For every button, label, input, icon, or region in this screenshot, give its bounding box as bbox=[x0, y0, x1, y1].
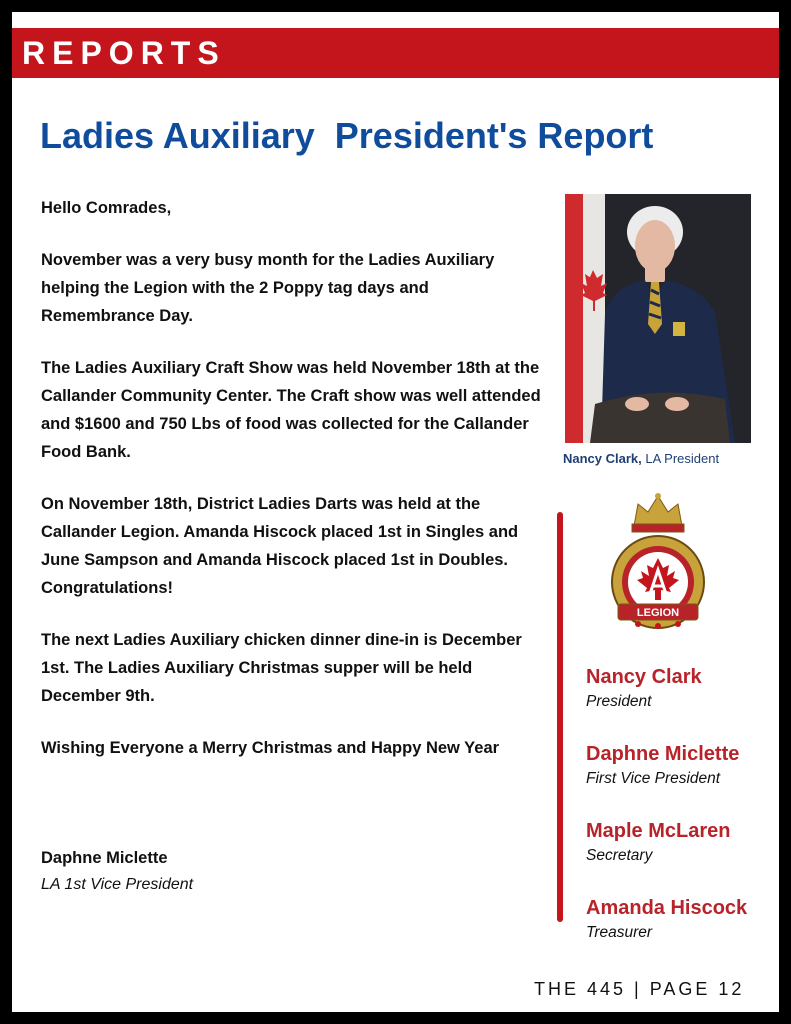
legion-badge-icon bbox=[608, 490, 708, 640]
officer-role: President bbox=[586, 693, 652, 710]
officer-role: First Vice President bbox=[586, 770, 721, 787]
president-photo bbox=[565, 194, 751, 443]
page bbox=[12, 12, 779, 1012]
paragraph: The next Ladies Auxiliary chicken dinner dine-in is December 1st. The Ladies Auxiliary Christmas supper will be held December 9th. bbox=[41, 631, 522, 705]
signature-name: Daphne Miclette bbox=[41, 849, 168, 867]
caption-role: LA President bbox=[641, 451, 720, 466]
greeting: Hello Comrades, bbox=[41, 199, 172, 217]
paragraph: November was a very busy month for the Ladies Auxiliary helping the Legion with the 2 Poppy tag days and Remembrance Day. bbox=[41, 251, 495, 325]
officer-name: Nancy Clark bbox=[586, 666, 702, 688]
banner-label: REPORTS bbox=[22, 35, 226, 71]
page-footer: THE 445 | PAGE 12 bbox=[534, 979, 745, 999]
portrait-illustration bbox=[565, 194, 751, 443]
divider-line bbox=[557, 512, 563, 922]
signature-title: LA 1st Vice President bbox=[41, 876, 194, 893]
officer-role: Treasurer bbox=[586, 924, 653, 941]
paragraph: The Ladies Auxiliary Craft Show was held November 18th at the Callander Community Center. The Craft show was well attended and $1600 and 750 Lbs of food was collected for the Callander Food Bank. bbox=[41, 359, 541, 461]
paragraph: On November 18th, District Ladies Darts was held at the Callander Legion. Amanda Hiscock placed 1st in Singles and June Sampson and Amanda Hiscock placed 1st in Doubles. Congratulations! bbox=[41, 495, 519, 597]
report-body bbox=[41, 194, 541, 762]
page-title: Ladies Auxiliary President's Report bbox=[40, 115, 654, 156]
officer-name: Daphne Miclette bbox=[586, 743, 740, 765]
badge-ribbon-text: LEGION bbox=[636, 607, 680, 619]
caption-name: Nancy Clark, bbox=[563, 451, 642, 466]
officers-list bbox=[586, 663, 771, 944]
paragraph: Wishing Everyone a Merry Christmas and Happy New Year bbox=[41, 739, 500, 757]
section-banner bbox=[12, 28, 779, 78]
officer-name: Maple McLaren bbox=[586, 820, 731, 842]
photo-caption bbox=[563, 450, 719, 468]
officer-name: Amanda Hiscock bbox=[586, 897, 748, 919]
officer-role: Secretary bbox=[586, 847, 653, 864]
